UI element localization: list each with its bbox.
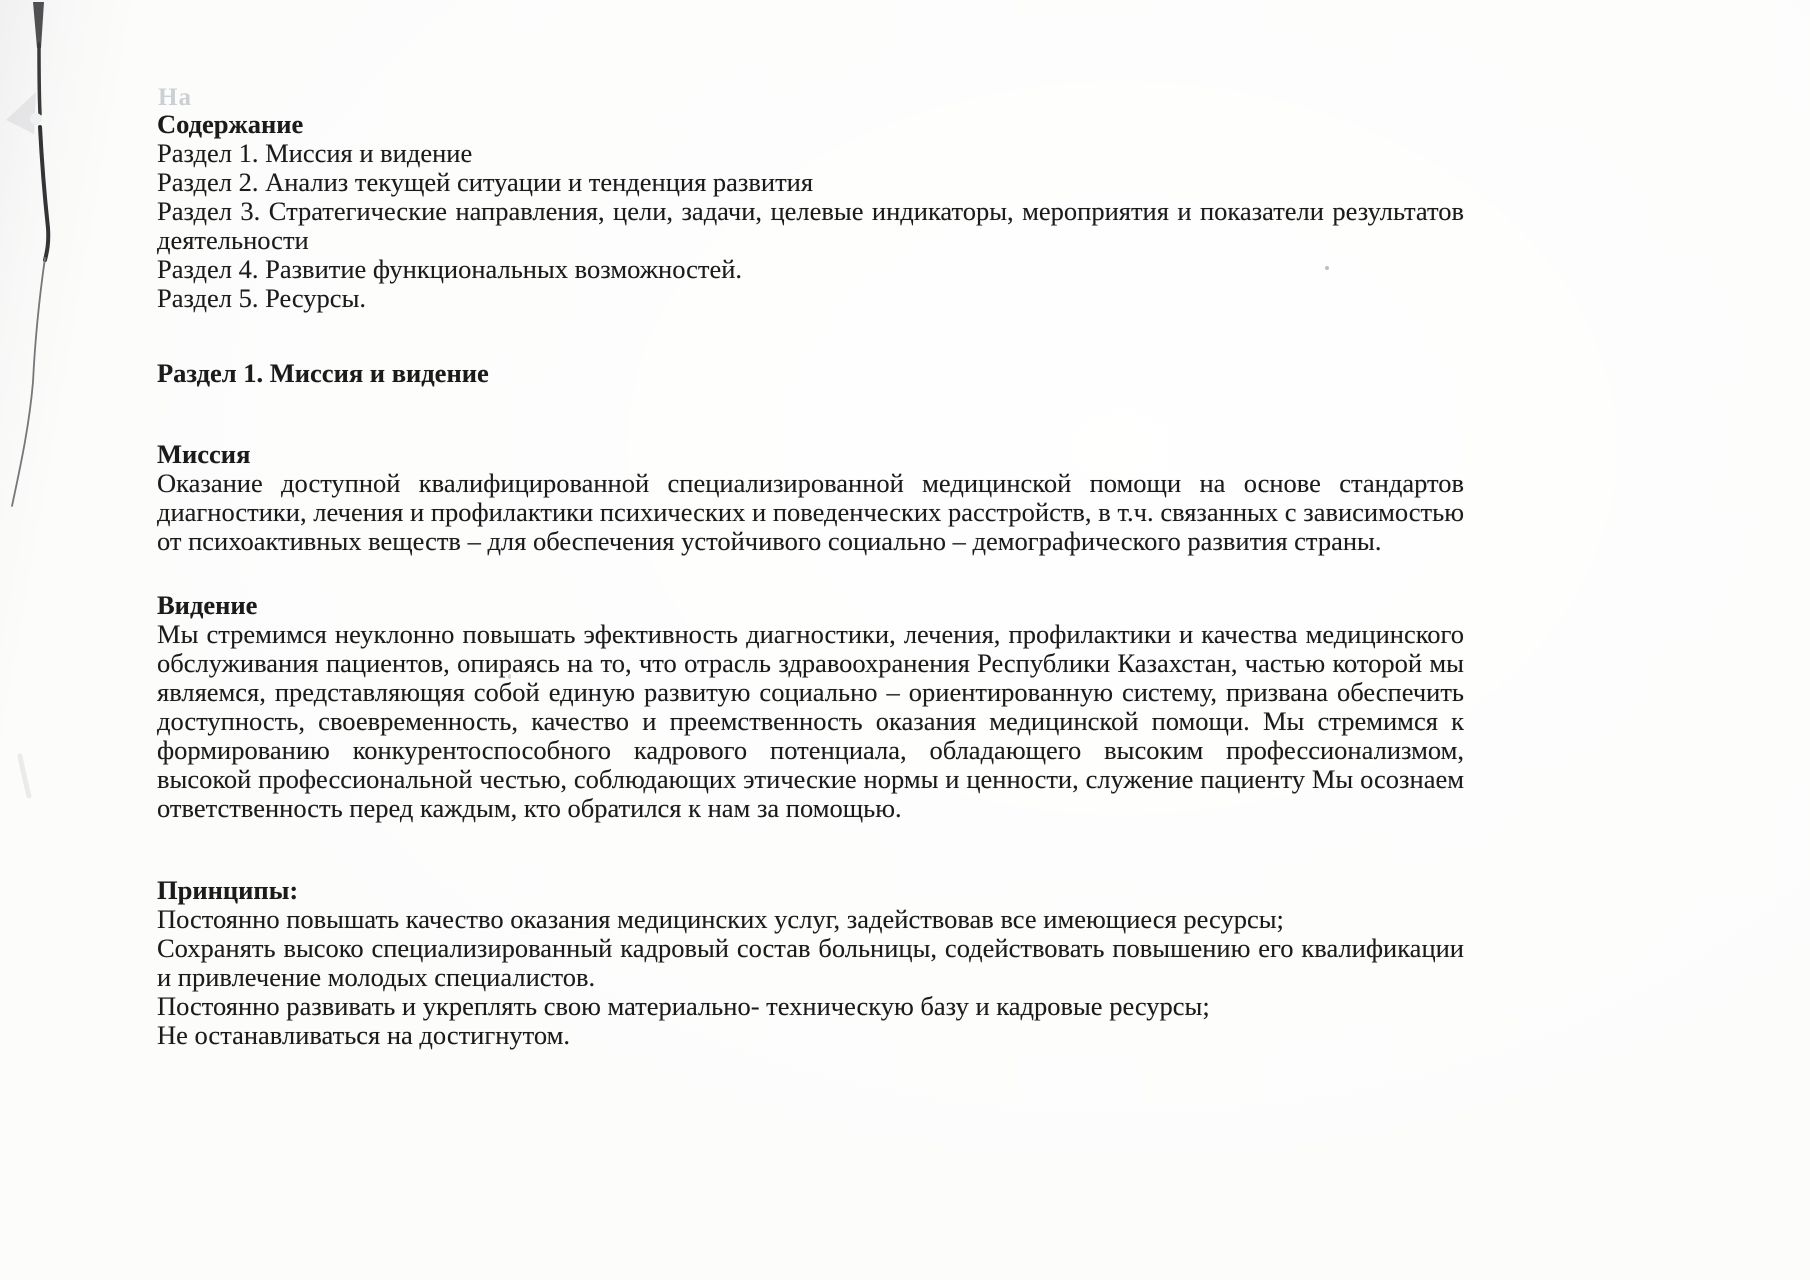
toc-item-4: Раздел 4. Развитие функциональных возможностей. (157, 254, 743, 284)
toc-item-3: Раздел 3. Стратегические направления, цели, задачи, целевые индикаторы, мероприятия и показатели результатов деятельности (157, 196, 1464, 255)
toc-item-2: Раздел 2. Анализ текущей ситуации и тенденция развития (157, 167, 814, 197)
mission-paragraph: Оказание доступной квалифицированной специализированной медицинской помощи на основе стандартов диагностики, лечения и профилактики психических и поведенческих расстройств, в т.ч. связанных с зависимостью от психоактивных веществ – для обеспечения устойчивого социально – демографического развития страны. (157, 468, 1464, 556)
vision-heading: Видение (157, 590, 258, 620)
section-1-heading: Раздел 1. Миссия и видение (157, 358, 489, 388)
principle-item-3: Постоянно развивать и укреплять свою материально- техническую базу и кадровые ресурсы; (157, 991, 1210, 1021)
scan-crease-artifact (0, 0, 100, 830)
toc-item-5: Раздел 5. Ресурсы. (157, 283, 366, 313)
toc-item-1: Раздел 1. Миссия и видение (157, 138, 473, 168)
principles-heading: Принципы: (157, 875, 299, 905)
toc-title: Содержание (157, 109, 304, 139)
principle-item-4: Не останавливаться на достигнутом. (157, 1020, 571, 1050)
faded-ghost-text: На (158, 84, 192, 111)
principle-item-2: Сохранять высоко специализированный кадровый состав больницы, содействовать повышению его квалификации и привлечение молодых специалистов. (157, 933, 1464, 992)
mission-heading: Миссия (157, 439, 251, 469)
vision-paragraph: Мы стремимся неуклонно повышать эфективность диагностики, лечения, профилактики и качества медицинского обслуживания пациентов, опираясь на то, что отрасль здравоохранения Республики Казахстан, частью которой мы являемся, представляющяя собой единую развитую социально – ориентированную систему, призвана обеспечить доступность, своевременность, качество и преемственность оказания медицинской помощи. Мы стремимся к формированию конкурентоспособного кадрового потенциала, обладающего высоким профессионализмом, высокой профессиональной честью, соблюдающих этические нормы и ценности, служение пациенту Мы осознаем ответственность перед каждым, кто обратился к нам за помощью. (157, 619, 1464, 823)
document-content (157, 110, 1464, 1050)
principle-item-1: Постоянно повышать качество оказания медицинских услуг, задействовав все имеющиеся ресурсы; (157, 904, 1284, 934)
